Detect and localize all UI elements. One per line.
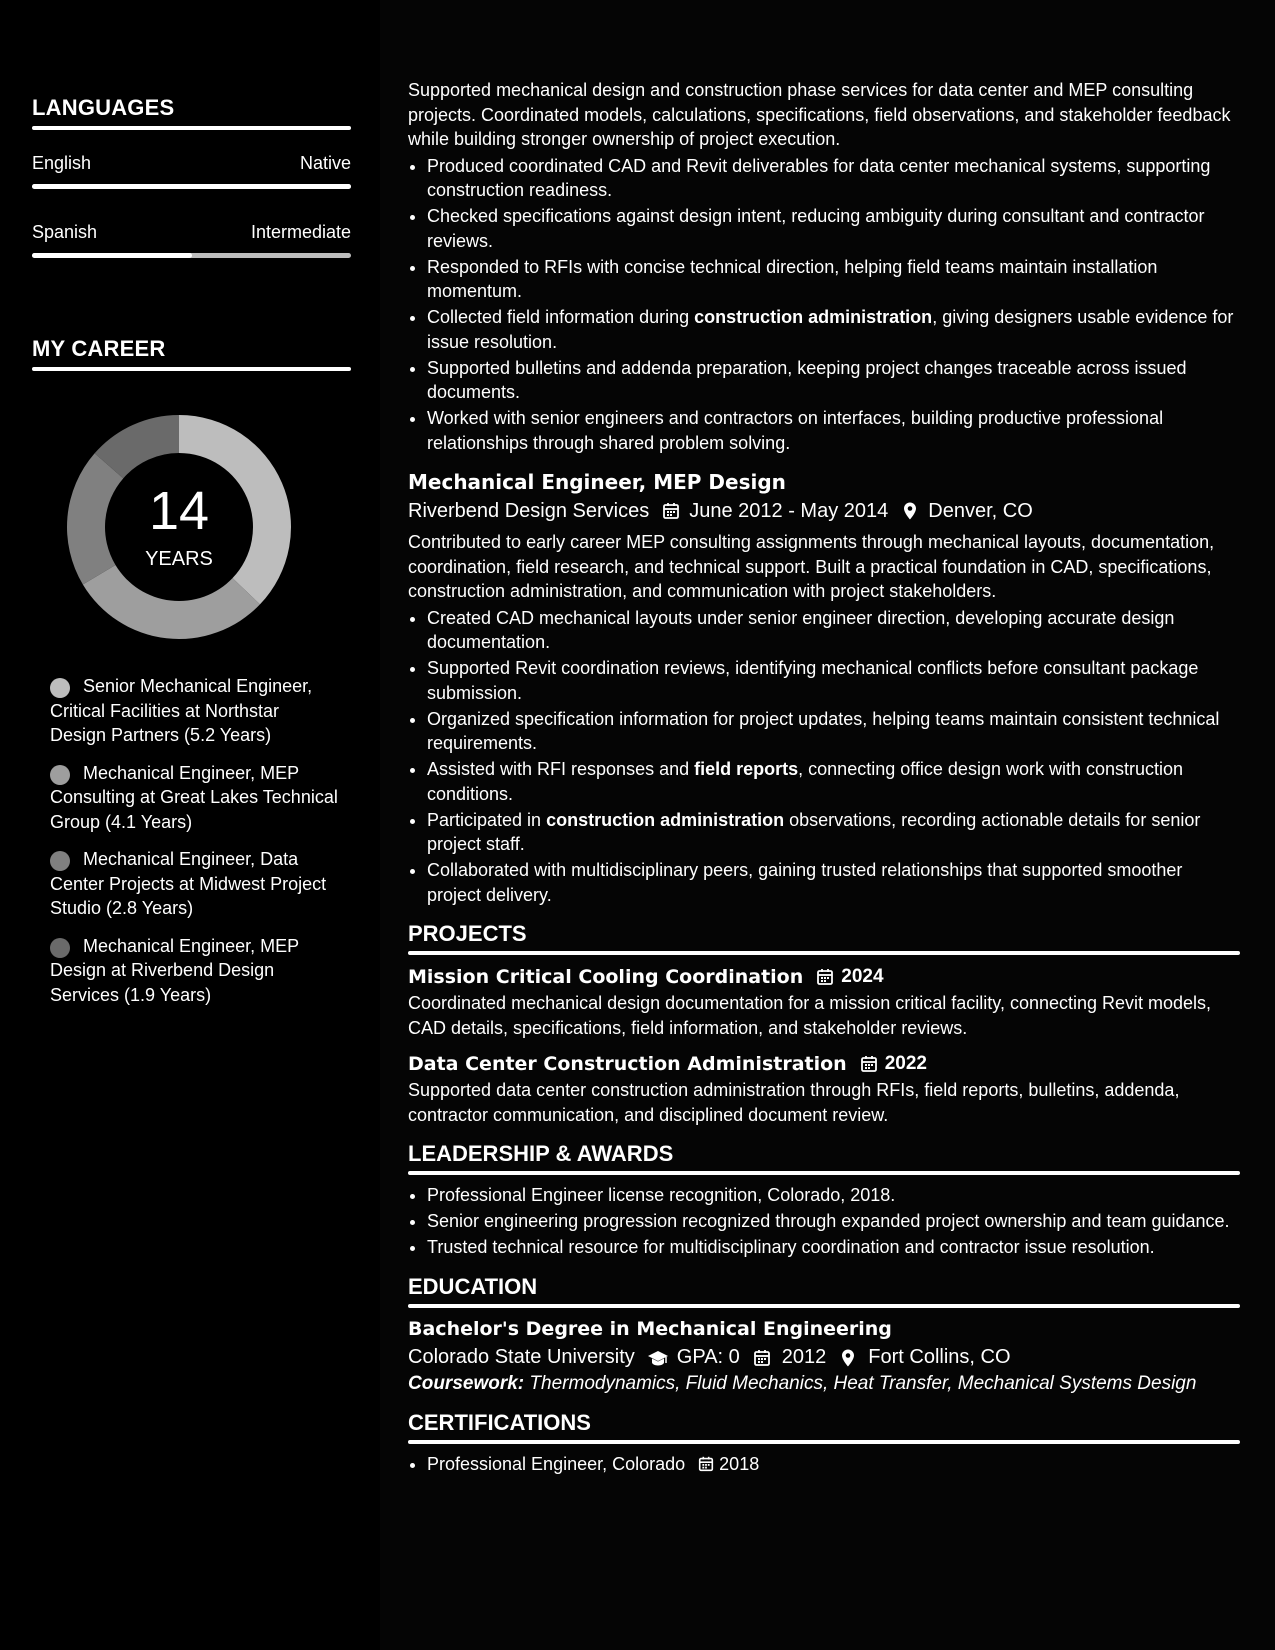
project-year: 2024: [841, 966, 884, 987]
job-dates: June 2012 - May 2014: [689, 500, 889, 522]
language-bar-spanish: [32, 253, 351, 258]
gpa: GPA: 0: [676, 1345, 740, 1368]
bullet-item: [427, 707, 1240, 756]
leadership-item: • Trusted technical resource for multidisciplinary coordination and contractor issue resolution.: [427, 1235, 1240, 1260]
bullet-item: [427, 305, 1240, 354]
project-title-row: [408, 963, 1240, 991]
project-description: Coordinated mechanical design documentation for a mission critical facility, connecting Revit models, CAD details, specifications, field information, and stakeholder reviews.: [408, 993, 1212, 1038]
bullet-item: [427, 356, 1240, 405]
graduation-cap-icon: [647, 1347, 669, 1367]
bullet-text: Created CAD mechanical layouts under senior engineer direction, developing accurate design documentation.: [427, 607, 1175, 652]
bullet-text: Assisted with RFI responses and: [427, 759, 695, 779]
languages-heading: LANGUAGES: [32, 95, 175, 120]
bullet-text: Supported bulletins and addenda preparation, keeping project changes traceable across issued documents.: [427, 357, 1187, 402]
bullet-text: Collaborated with multidisciplinary peers, gaining trusted relationships that supported smoother project delivery.: [427, 860, 1183, 905]
career-legend-text: Mechanical Engineer, MEP Consulting at Great Lakes Technical Group (4.1 Years): [50, 762, 338, 832]
school-location: Fort Collins, CO: [868, 1345, 1011, 1368]
career-legend-item: [50, 847, 340, 921]
language-level: Native: [299, 153, 351, 173]
calendar-icon: [815, 967, 835, 987]
career-years-label: YEARS: [145, 548, 213, 570]
bullet-text: , giving designers usable evidence for issue resolution.: [427, 307, 1234, 352]
calendar-icon: [859, 1054, 879, 1074]
leadership-heading: LEADERSHIP & AWARDS: [408, 1141, 674, 1166]
certification-name: • Professional Engineer, Colorado: [427, 1453, 686, 1474]
bullet-text: , connecting office design work with construction conditions.: [427, 759, 1184, 804]
leadership-rule: [408, 1171, 1240, 1175]
bullet-bold-text: construction administration: [694, 307, 933, 327]
career-total-years: 14: [148, 481, 210, 541]
career-legend-item: [50, 934, 340, 1008]
language-level: Intermediate: [250, 222, 351, 242]
graduation-year: 2012: [781, 1345, 827, 1368]
calendar-icon: [697, 1455, 715, 1473]
calendar-icon: [661, 501, 681, 521]
degree-title: Bachelor's Degree in Mechanical Engineering: [408, 1317, 892, 1340]
bullet-text: Responded to RFIs with concise technical direction, helping field teams maintain installation momentum.: [427, 256, 1158, 301]
certifications-heading: CERTIFICATIONS: [408, 1409, 591, 1435]
bullet-item: [427, 606, 1240, 655]
bullet-item: [427, 154, 1240, 203]
project-description: Supported data center construction administration through RFIs, field reports, bulletins, addenda, contractor communication, and disciplined document review.: [408, 1080, 1180, 1125]
education-heading: EDUCATION: [408, 1273, 538, 1299]
career-legend: [50, 674, 340, 1020]
main-content: [380, 0, 1275, 1650]
bullet-text: Worked with senior engineers and contractors on interfaces, building productive professional relationships through shared problem solving.: [427, 408, 1164, 453]
language-bar-fill: [32, 253, 192, 258]
education-rule: [408, 1304, 1240, 1308]
career-rule: [32, 367, 351, 371]
school-name: Colorado State University: [408, 1345, 635, 1368]
career-legend-text: Mechanical Engineer, Data Center Projects at Midwest Project Studio (2.8 Years): [50, 849, 327, 918]
bullet-text: Organized specification information for project updates, helping teams maintain consistent technical requirements.: [427, 708, 1220, 753]
job-meta: [408, 496, 1240, 526]
language-name: Spanish: [32, 222, 98, 242]
bullet-item: [427, 204, 1240, 253]
leadership-item: • Senior engineering progression recognized through expanded project ownership and team guidance.: [427, 1209, 1240, 1234]
bullet-bold-text: construction administration: [546, 809, 785, 830]
certification-item: [427, 1452, 1240, 1477]
certifications-list: [408, 1452, 1240, 1477]
bullet-item: [427, 406, 1240, 455]
project-title: Data Center Construction Administration: [408, 1053, 847, 1075]
languages-rule: [32, 126, 351, 130]
bullet-text: Produced coordinated CAD and Revit deliverables for data center mechanical systems, supporting construction readiness.: [427, 155, 1211, 200]
language-name: English: [32, 153, 92, 173]
legend-dot: [50, 938, 70, 958]
coursework-label: Coursework:: [408, 1372, 525, 1394]
legend-dot: [50, 678, 70, 698]
bullet-text: Checked specifications against design intent, reducing ambiguity during consultant and contractor reviews.: [427, 206, 1205, 251]
project-title-row: [408, 1050, 1240, 1078]
coursework: [408, 1372, 1240, 1396]
bullet-text: Participated in: [427, 809, 547, 830]
project-year: 2022: [884, 1053, 927, 1074]
job-summary: Contributed to early career MEP consulting assignments through mechanical layouts, documentation, coordination, field research, and technical support. Built a practical foundation in CAD, specifications, construction administration, and communication with project stakeholders.: [408, 532, 1215, 601]
location-pin-icon: [900, 501, 920, 521]
sidebar: [0, 0, 380, 1650]
bullet-item: [427, 858, 1240, 907]
career-donut-chart: [66, 414, 292, 640]
location-pin-icon: [838, 1347, 860, 1367]
leadership-item: • Professional Engineer license recognition, Colorado, 2018.: [427, 1183, 1240, 1208]
career-legend-text: Senior Mechanical Engineer, Critical Facilities at Northstar Design Partners (5.2 Years): [50, 676, 313, 745]
previous-job-summary: Supported mechanical design and construction phase services for data center and MEP consulting projects. Coordinated models, calculations, specifications, field observations, and stakeholder feedback while building stronger ownership of project execution.: [408, 80, 1231, 149]
projects-heading: PROJECTS: [408, 921, 527, 946]
bullet-bold-text: field reports: [694, 759, 799, 779]
calendar-icon: [752, 1347, 774, 1367]
projects-rule: [408, 951, 1240, 955]
legend-dot: [50, 765, 70, 785]
job-bullets: [408, 606, 1240, 908]
education-meta: [408, 1342, 1240, 1372]
career-legend-text: Mechanical Engineer, MEP Design at Riverbend Design Services (1.9 Years): [50, 935, 299, 1005]
bullet-item: [427, 656, 1240, 705]
bullet-text: Supported Revit coordination reviews, identifying mechanical conflicts before consultant package submission.: [427, 658, 1199, 703]
coursework-list: Thermodynamics, Fluid Mechanics, Heat Transfer, Mechanical Systems Design: [524, 1372, 1197, 1394]
bullet-item: [427, 808, 1240, 857]
career-legend-item: [50, 674, 340, 748]
job-title: Mechanical Engineer, MEP Design: [408, 470, 786, 494]
career-legend-item: [50, 761, 340, 835]
career-heading: MY CAREER: [32, 336, 166, 361]
language-bar-fill: [32, 184, 351, 189]
certification-year: 2018: [719, 1453, 760, 1474]
job-location: Denver, CO: [928, 500, 1033, 522]
bullet-item: [427, 757, 1240, 806]
donut-slice-1: [83, 565, 260, 639]
bullet-text: Collected field information during: [427, 307, 695, 327]
language-bar-english: [32, 184, 351, 189]
previous-job-bullets: [408, 154, 1240, 456]
bullet-item: [427, 255, 1240, 304]
legend-dot: [50, 851, 70, 871]
leadership-list: [408, 1183, 1240, 1260]
project-title: Mission Critical Cooling Coordination: [408, 966, 804, 988]
bullet-text: observations, recording actionable details for senior project staff.: [427, 809, 1201, 854]
job-company: Riverbend Design Services: [408, 500, 650, 522]
certifications-rule: [408, 1440, 1240, 1444]
